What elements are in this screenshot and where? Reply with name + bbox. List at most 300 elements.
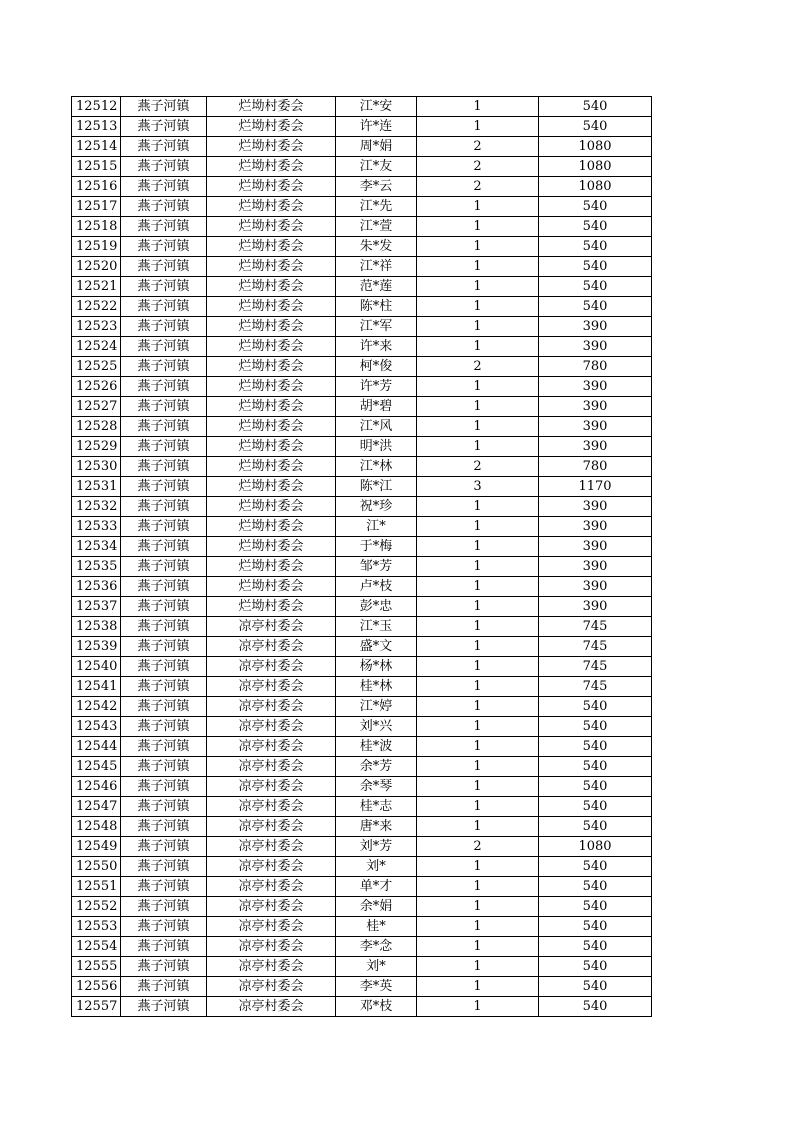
table-row [72,297,652,317]
table-row [72,157,652,177]
town-cell: 燕子河镇 [121,277,207,297]
village-cell: 烂坳村委会 [207,297,336,317]
table-row [72,997,652,1017]
village-cell: 烂坳村委会 [207,577,336,597]
table-row [72,137,652,157]
name-cell: 邓*枝 [336,997,417,1017]
table-row [72,737,652,757]
name-cell: 朱*发 [336,237,417,257]
village-cell: 凉亭村委会 [207,677,336,697]
count-cell: 1 [417,537,539,557]
amount-cell: 540 [539,957,652,977]
count-cell: 1 [417,917,539,937]
name-cell: 邹*芳 [336,557,417,577]
village-cell: 烂坳村委会 [207,497,336,517]
id-cell: 12551 [72,877,121,897]
count-cell: 1 [417,417,539,437]
id-cell: 12512 [72,97,121,117]
village-cell: 烂坳村委会 [207,477,336,497]
table-row [72,477,652,497]
amount-cell: 390 [539,397,652,417]
count-cell: 2 [417,357,539,377]
count-cell: 1 [417,277,539,297]
amount-cell: 540 [539,697,652,717]
table-row [72,537,652,557]
amount-cell: 745 [539,637,652,657]
table-row [72,757,652,777]
amount-cell: 390 [539,337,652,357]
town-cell: 燕子河镇 [121,397,207,417]
town-cell: 燕子河镇 [121,837,207,857]
village-cell: 烂坳村委会 [207,317,336,337]
count-cell: 1 [417,577,539,597]
town-cell: 燕子河镇 [121,697,207,717]
town-cell: 燕子河镇 [121,677,207,697]
amount-cell: 540 [539,977,652,997]
town-cell: 燕子河镇 [121,817,207,837]
id-cell: 12546 [72,777,121,797]
data-table [71,96,652,1017]
id-cell: 12518 [72,217,121,237]
count-cell: 1 [417,497,539,517]
table-row [72,557,652,577]
table-row [72,937,652,957]
village-cell: 烂坳村委会 [207,337,336,357]
count-cell: 1 [417,557,539,577]
village-cell: 烂坳村委会 [207,517,336,537]
name-cell: 江*祥 [336,257,417,277]
village-cell: 凉亭村委会 [207,937,336,957]
id-cell: 12554 [72,937,121,957]
count-cell: 1 [417,937,539,957]
village-cell: 烂坳村委会 [207,557,336,577]
village-cell: 烂坳村委会 [207,117,336,137]
village-cell: 烂坳村委会 [207,257,336,277]
id-cell: 12535 [72,557,121,577]
amount-cell: 540 [539,757,652,777]
town-cell: 燕子河镇 [121,237,207,257]
count-cell: 1 [417,317,539,337]
name-cell: 许*芳 [336,377,417,397]
village-cell: 凉亭村委会 [207,957,336,977]
town-cell: 燕子河镇 [121,877,207,897]
amount-cell: 390 [539,497,652,517]
amount-cell: 540 [539,737,652,757]
name-cell: 范*莲 [336,277,417,297]
table-row [72,817,652,837]
village-cell: 凉亭村委会 [207,837,336,857]
amount-cell: 540 [539,197,652,217]
count-cell: 1 [417,717,539,737]
village-cell: 烂坳村委会 [207,437,336,457]
count-cell: 1 [417,777,539,797]
amount-cell: 540 [539,117,652,137]
count-cell: 3 [417,477,539,497]
amount-cell: 540 [539,817,652,837]
table-row [72,897,652,917]
name-cell: 陈*柱 [336,297,417,317]
id-cell: 12532 [72,497,121,517]
amount-cell: 540 [539,797,652,817]
count-cell: 1 [417,257,539,277]
town-cell: 燕子河镇 [121,177,207,197]
village-cell: 凉亭村委会 [207,817,336,837]
table-row [72,197,652,217]
town-cell: 燕子河镇 [121,717,207,737]
table-row [72,357,652,377]
amount-cell: 540 [539,917,652,937]
count-cell: 1 [417,637,539,657]
village-cell: 烂坳村委会 [207,397,336,417]
count-cell: 1 [417,697,539,717]
village-cell: 烂坳村委会 [207,217,336,237]
village-cell: 烂坳村委会 [207,137,336,157]
count-cell: 1 [417,297,539,317]
village-cell: 凉亭村委会 [207,737,336,757]
amount-cell: 390 [539,557,652,577]
name-cell: 江*玉 [336,617,417,637]
id-cell: 12541 [72,677,121,697]
id-cell: 12530 [72,457,121,477]
id-cell: 12527 [72,397,121,417]
village-cell: 凉亭村委会 [207,617,336,637]
village-cell: 烂坳村委会 [207,417,336,437]
count-cell: 1 [417,657,539,677]
table-row [72,857,652,877]
id-cell: 12529 [72,437,121,457]
name-cell: 桂*波 [336,737,417,757]
amount-cell: 745 [539,677,652,697]
town-cell: 燕子河镇 [121,377,207,397]
town-cell: 燕子河镇 [121,257,207,277]
table-row [72,337,652,357]
name-cell: 许*连 [336,117,417,137]
village-cell: 凉亭村委会 [207,997,336,1017]
count-cell: 1 [417,897,539,917]
name-cell: 许*来 [336,337,417,357]
amount-cell: 745 [539,657,652,677]
amount-cell: 745 [539,617,652,637]
town-cell: 燕子河镇 [121,337,207,357]
id-cell: 12557 [72,997,121,1017]
amount-cell: 390 [539,577,652,597]
table-row [72,97,652,117]
village-cell: 凉亭村委会 [207,697,336,717]
count-cell: 1 [417,677,539,697]
town-cell: 燕子河镇 [121,357,207,377]
amount-cell: 540 [539,297,652,317]
count-cell: 1 [417,817,539,837]
village-cell: 烂坳村委会 [207,377,336,397]
id-cell: 12537 [72,597,121,617]
id-cell: 12542 [72,697,121,717]
amount-cell: 1080 [539,837,652,857]
count-cell: 1 [417,337,539,357]
town-cell: 燕子河镇 [121,157,207,177]
count-cell: 1 [417,977,539,997]
amount-cell: 540 [539,237,652,257]
name-cell: 桂*志 [336,797,417,817]
name-cell: 胡*碧 [336,397,417,417]
id-cell: 12526 [72,377,121,397]
table-row [72,317,652,337]
table-row [72,617,652,637]
table-row [72,277,652,297]
count-cell: 1 [417,97,539,117]
name-cell: 余*娟 [336,897,417,917]
count-cell: 1 [417,877,539,897]
village-cell: 凉亭村委会 [207,777,336,797]
table-row [72,417,652,437]
town-cell: 燕子河镇 [121,537,207,557]
count-cell: 1 [417,737,539,757]
count-cell: 1 [417,197,539,217]
id-cell: 12534 [72,537,121,557]
amount-cell: 540 [539,97,652,117]
amount-cell: 540 [539,937,652,957]
town-cell: 燕子河镇 [121,457,207,477]
town-cell: 燕子河镇 [121,597,207,617]
amount-cell: 390 [539,437,652,457]
id-cell: 12520 [72,257,121,277]
town-cell: 燕子河镇 [121,137,207,157]
id-cell: 12540 [72,657,121,677]
amount-cell: 780 [539,357,652,377]
village-cell: 凉亭村委会 [207,897,336,917]
name-cell: 江* [336,517,417,537]
table-row [72,117,652,137]
town-cell: 燕子河镇 [121,857,207,877]
count-cell: 1 [417,957,539,977]
name-cell: 唐*来 [336,817,417,837]
count-cell: 1 [417,757,539,777]
name-cell: 盛*文 [336,637,417,657]
count-cell: 2 [417,137,539,157]
count-cell: 1 [417,997,539,1017]
id-cell: 12521 [72,277,121,297]
id-cell: 12516 [72,177,121,197]
amount-cell: 540 [539,997,652,1017]
town-cell: 燕子河镇 [121,557,207,577]
name-cell: 于*梅 [336,537,417,557]
name-cell: 李*英 [336,977,417,997]
id-cell: 12525 [72,357,121,377]
table-row [72,217,652,237]
table-row [72,797,652,817]
amount-cell: 540 [539,897,652,917]
amount-cell: 540 [539,277,652,297]
id-cell: 12549 [72,837,121,857]
amount-cell: 390 [539,377,652,397]
id-cell: 12515 [72,157,121,177]
town-cell: 燕子河镇 [121,197,207,217]
name-cell: 李*云 [336,177,417,197]
name-cell: 柯*俊 [336,357,417,377]
village-cell: 凉亭村委会 [207,917,336,937]
village-cell: 烂坳村委会 [207,157,336,177]
town-cell: 燕子河镇 [121,417,207,437]
name-cell: 刘*芳 [336,837,417,857]
village-cell: 烂坳村委会 [207,457,336,477]
table-row [72,257,652,277]
town-cell: 燕子河镇 [121,897,207,917]
amount-cell: 540 [539,857,652,877]
village-cell: 凉亭村委会 [207,637,336,657]
village-cell: 凉亭村委会 [207,857,336,877]
name-cell: 杨*林 [336,657,417,677]
count-cell: 1 [417,217,539,237]
amount-cell: 540 [539,777,652,797]
count-cell: 1 [417,617,539,637]
town-cell: 燕子河镇 [121,617,207,637]
town-cell: 燕子河镇 [121,437,207,457]
table-row [72,877,652,897]
village-cell: 烂坳村委会 [207,357,336,377]
id-cell: 12555 [72,957,121,977]
village-cell: 烂坳村委会 [207,537,336,557]
name-cell: 彭*忠 [336,597,417,617]
amount-cell: 540 [539,257,652,277]
town-cell: 燕子河镇 [121,297,207,317]
amount-cell: 1080 [539,137,652,157]
name-cell: 江*先 [336,197,417,217]
table-row [72,697,652,717]
name-cell: 余*芳 [336,757,417,777]
village-cell: 凉亭村委会 [207,757,336,777]
name-cell: 江*军 [336,317,417,337]
count-cell: 2 [417,837,539,857]
amount-cell: 390 [539,417,652,437]
town-cell: 燕子河镇 [121,97,207,117]
id-cell: 12522 [72,297,121,317]
count-cell: 1 [417,377,539,397]
town-cell: 燕子河镇 [121,577,207,597]
town-cell: 燕子河镇 [121,497,207,517]
town-cell: 燕子河镇 [121,997,207,1017]
village-cell: 凉亭村委会 [207,877,336,897]
name-cell: 明*洪 [336,437,417,457]
amount-cell: 540 [539,877,652,897]
village-cell: 凉亭村委会 [207,977,336,997]
count-cell: 1 [417,437,539,457]
table-row [72,497,652,517]
count-cell: 1 [417,517,539,537]
table-row [72,917,652,937]
id-cell: 12552 [72,897,121,917]
table-row [72,637,652,657]
town-cell: 燕子河镇 [121,517,207,537]
name-cell: 桂*林 [336,677,417,697]
town-cell: 燕子河镇 [121,117,207,137]
name-cell: 卢*枝 [336,577,417,597]
amount-cell: 390 [539,537,652,557]
village-cell: 凉亭村委会 [207,657,336,677]
table-row [72,677,652,697]
count-cell: 1 [417,857,539,877]
name-cell: 江*友 [336,157,417,177]
amount-cell: 1080 [539,177,652,197]
town-cell: 燕子河镇 [121,957,207,977]
table-row [72,517,652,537]
town-cell: 燕子河镇 [121,657,207,677]
name-cell: 江*萱 [336,217,417,237]
count-cell: 2 [417,157,539,177]
count-cell: 2 [417,177,539,197]
table-row [72,397,652,417]
id-cell: 12544 [72,737,121,757]
table-row [72,377,652,397]
amount-cell: 1080 [539,157,652,177]
town-cell: 燕子河镇 [121,477,207,497]
id-cell: 12548 [72,817,121,837]
id-cell: 12531 [72,477,121,497]
town-cell: 燕子河镇 [121,737,207,757]
amount-cell: 1170 [539,477,652,497]
name-cell: 李*念 [336,937,417,957]
town-cell: 燕子河镇 [121,777,207,797]
id-cell: 12517 [72,197,121,217]
amount-cell: 390 [539,317,652,337]
table-row [72,977,652,997]
id-cell: 12538 [72,617,121,637]
count-cell: 1 [417,797,539,817]
town-cell: 燕子河镇 [121,317,207,337]
town-cell: 燕子河镇 [121,937,207,957]
table-row [72,437,652,457]
town-cell: 燕子河镇 [121,797,207,817]
name-cell: 周*娟 [336,137,417,157]
village-cell: 凉亭村委会 [207,797,336,817]
table-row [72,597,652,617]
name-cell: 单*才 [336,877,417,897]
amount-cell: 780 [539,457,652,477]
town-cell: 燕子河镇 [121,637,207,657]
table-row [72,457,652,477]
amount-cell: 390 [539,597,652,617]
id-cell: 12523 [72,317,121,337]
count-cell: 2 [417,457,539,477]
name-cell: 江*安 [336,97,417,117]
name-cell: 江*婷 [336,697,417,717]
table-row [72,837,652,857]
id-cell: 12556 [72,977,121,997]
id-cell: 12539 [72,637,121,657]
count-cell: 1 [417,237,539,257]
name-cell: 刘*兴 [336,717,417,737]
village-cell: 烂坳村委会 [207,277,336,297]
village-cell: 烂坳村委会 [207,97,336,117]
village-cell: 烂坳村委会 [207,197,336,217]
table-body [72,97,652,1017]
id-cell: 12536 [72,577,121,597]
id-cell: 12514 [72,137,121,157]
id-cell: 12524 [72,337,121,357]
table-row [72,777,652,797]
village-cell: 烂坳村委会 [207,177,336,197]
table-row [72,957,652,977]
table-row [72,577,652,597]
table-row [72,717,652,737]
village-cell: 凉亭村委会 [207,717,336,737]
id-cell: 12513 [72,117,121,137]
id-cell: 12519 [72,237,121,257]
name-cell: 江*风 [336,417,417,437]
amount-cell: 540 [539,717,652,737]
name-cell: 祝*珍 [336,497,417,517]
count-cell: 1 [417,117,539,137]
town-cell: 燕子河镇 [121,917,207,937]
id-cell: 12543 [72,717,121,737]
